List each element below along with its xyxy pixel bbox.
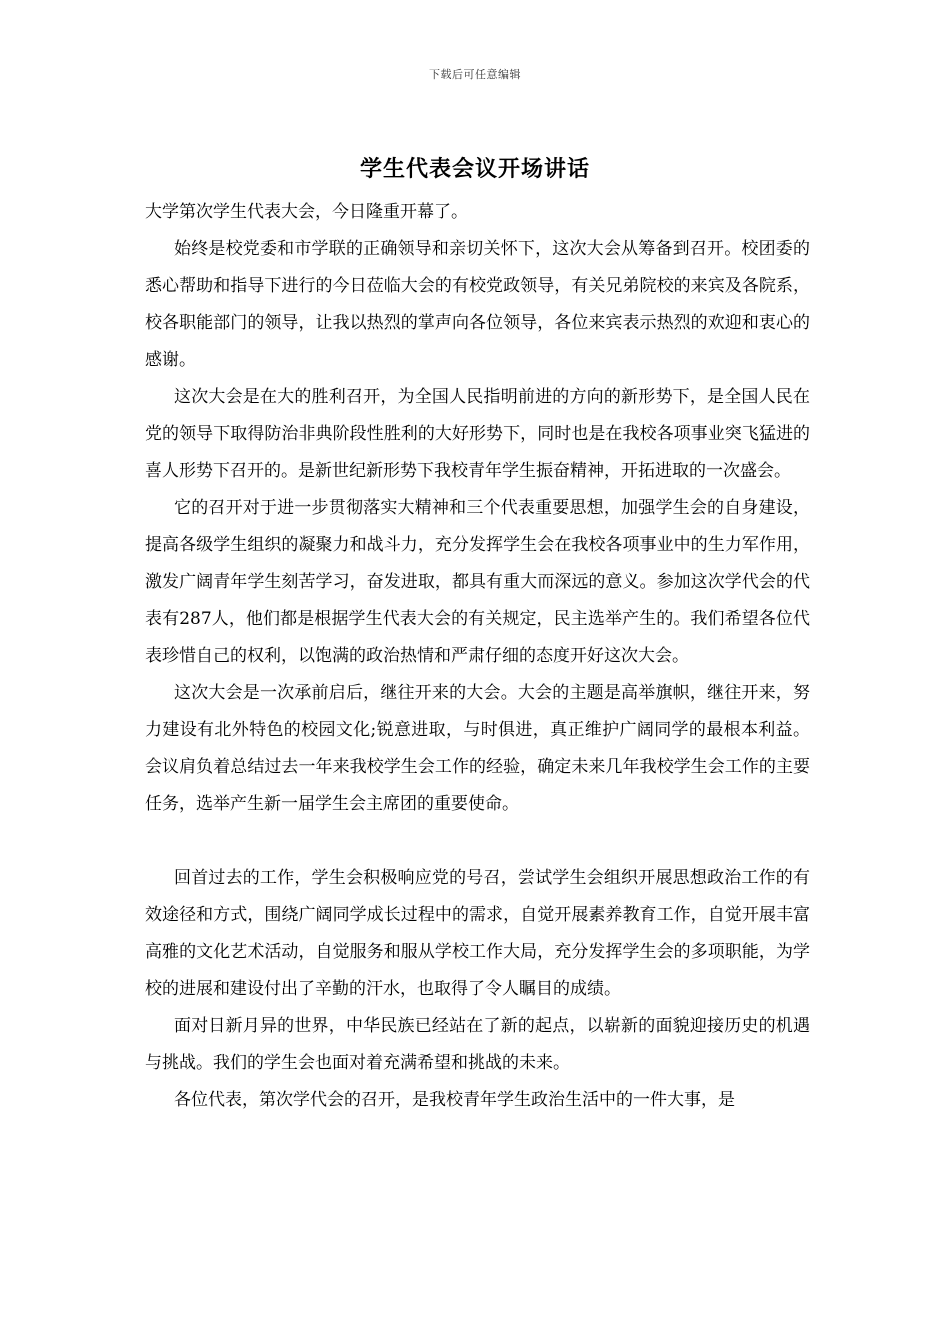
- document-body: [145, 194, 810, 1119]
- paragraph-context: 这次大会是在大的胜利召开，为全国人民指明前进的方向的新形势下，是全国人民在党的领导下取得防治非典阶段性胜利的大好形势下，同时也是在我校各项事业突飞猛进的喜人形势下召开的。是新世纪新形势下我校青年学生振奋精神，开拓进取的一次盛会。: [145, 387, 810, 481]
- paragraph-significance: 它的召开对于进一步贯彻落实大精神和三个代表重要思想，加强学生会的自身建设，提高各级学生组织的凝聚力和战斗力，充分发挥学生会在我校各项事业中的生力军作用，激发广阔青年学生刻苦学习，奋发进取，都具有重大而深远的意义。参加这次学代会的代表有287人，他们都是根据学生代表大会的有关规定，民主选举产生的。我们希望各位代表珍惜自己的权利，以饱满的政治热情和严肃仔细的态度开好这次大会。: [145, 498, 810, 666]
- paragraph-opening: 大学第次学生代表大会，今日隆重开幕了。: [145, 202, 468, 222]
- paragraph-closing: 各位代表，第次学代会的召开，是我校青年学生政治生活中的一件大事，是: [174, 1090, 735, 1110]
- document-title: 学生代表会议开场讲话: [359, 156, 590, 182]
- header-note: 下载后可任意编辑: [429, 68, 521, 81]
- paragraph-theme: 这次大会是一次承前启后，继往开来的大会。大会的主题是高举旗帜，继往开来，努力建设有北外特色的校园文化;锐意进取，与时俱进，真正维护广阔同学的最根本利益。会议肩负着总结过去一年来我校学生会工作的经验，确定未来几年我校学生会工作的主要任务，选举产生新一届学生会主席团的重要使命。: [145, 683, 810, 814]
- paragraph-outlook: 面对日新月异的世界，中华民族已经站在了新的起点，以崭新的面貌迎接历史的机遇与挑战。我们的学生会也面对着充满希望和挑战的未来。: [145, 1016, 810, 1073]
- paragraph-review: 回首过去的工作，学生会积极响应党的号召，尝试学生会组织开展思想政治工作的有效途径和方式，围绕广阔同学成长过程中的需求，自觉开展素养教育工作，自觉开展丰富高雅的文化艺术活动，自觉服务和服从学校工作大局，充分发挥学生会的多项职能，为学校的进展和建设付出了辛勤的汗水，也取得了令人瞩目的成绩。: [145, 868, 810, 999]
- paragraph-welcome: 始终是校党委和市学联的正确领导和亲切关怀下，这次大会从筹备到召开。校团委的悉心帮助和指导下进行的今日莅临大会的有校党政领导，有关兄弟院校的来宾及各院系，校各职能部门的领导，让我以热烈的掌声向各位领导，各位来宾表示热烈的欢迎和衷心的感谢。: [145, 239, 810, 370]
